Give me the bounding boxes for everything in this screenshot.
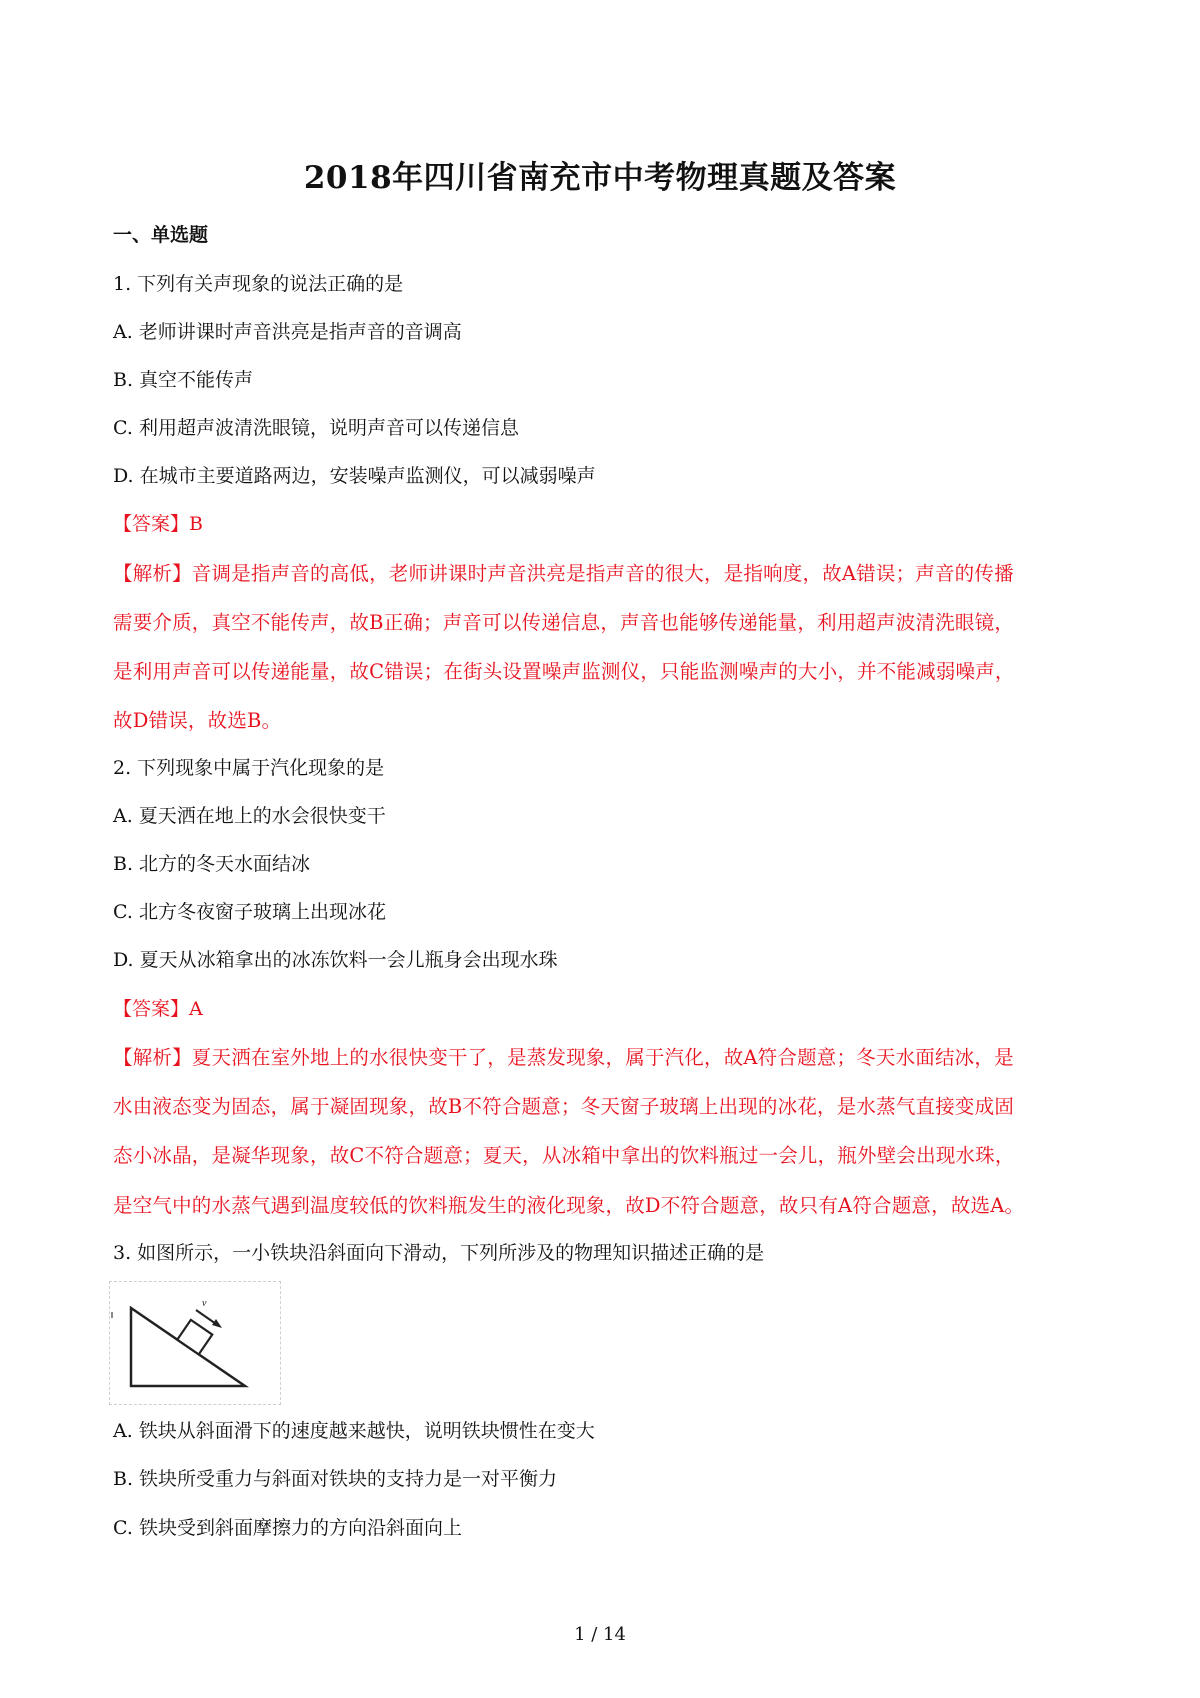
question-2-explanation-line: 态小冰晶，是凝华现象，故C不符合题意；夏天，从冰箱中拿出的饮料瓶过一会儿，瓶外壁会出现水珠， <box>113 1144 1015 1167</box>
question-1-option-c: C. 利用超声波清洗眼镜，说明声音可以传递信息 <box>113 417 519 439</box>
question-2-answer: 【答案】A <box>113 998 203 1020</box>
question-3-stem: 3. 如图所示，一小铁块沿斜面向下滑动，下列所涉及的物理知识描述正确的是 <box>113 1242 765 1264</box>
page-number: 1 / 14 <box>574 1624 626 1645</box>
page-title: 2018年四川省南充市中考物理真题及答案 <box>303 160 897 196</box>
iron-block <box>177 1320 212 1354</box>
question-2-explanation-line: 水由液态变为固态，属于凝固现象，故B不符合题意；冬天窗子玻璃上出现的冰花，是水蒸气直接变成固 <box>113 1095 1015 1118</box>
question-1-answer: 【答案】B <box>113 513 203 535</box>
incline-figure <box>109 1281 281 1405</box>
question-3-option-b: B. 铁块所受重力与斜面对铁块的支持力是一对平衡力 <box>113 1468 558 1490</box>
question-1-option-b: B. 真空不能传声 <box>113 369 254 391</box>
question-3-option-c: C. 铁块受到斜面摩擦力的方向沿斜面向上 <box>113 1517 462 1539</box>
question-1-stem: 1. 下列有关声现象的说法正确的是 <box>113 273 404 295</box>
question-2-option-d: D. 夏天从冰箱拿出的冰冻饮料一会儿瓶身会出现水珠 <box>113 949 558 971</box>
question-1-explanation-line: 是利用声音可以传递能量，故C错误；在街头设置噪声监测仪，只能监测噪声的大小，并不能减弱噪声， <box>113 660 1015 683</box>
question-1-explanation-line: 【解析】音调是指声音的高低，老师讲课时声音洪亮是指声音的很大，是指响度，故A错误；声音的传播 <box>113 562 1014 585</box>
question-1-explanation-line: 需要介质，真空不能传声，故B正确；声音可以传递信息，声音也能够传递能量，利用超声波清洗眼镜， <box>113 611 1015 634</box>
section-heading: 一、单选题 <box>113 224 209 246</box>
velocity-arrow-head <box>212 1319 222 1328</box>
incline-diagram <box>110 1282 280 1404</box>
question-2-stem: 2. 下列现象中属于汽化现象的是 <box>113 757 385 779</box>
question-2-option-a: A. 夏天洒在地上的水会很快变干 <box>113 805 386 827</box>
question-2-option-b: B. 北方的冬天水面结冰 <box>113 853 311 875</box>
question-1-explanation-line: 故D错误，故选B。 <box>113 709 282 732</box>
question-2-explanation-line: 是空气中的水蒸气遇到温度较低的饮料瓶发生的液化现象，故D不符合题意，故只有A符合题意，故选A。 <box>113 1194 1025 1217</box>
question-1-option-a: A. 老师讲课时声音洪亮是指声音的音调高 <box>113 321 462 343</box>
question-1-option-d: D. 在城市主要道路两边，安装噪声监测仪，可以减弱噪声 <box>113 465 596 487</box>
question-2-option-c: C. 北方冬夜窗子玻璃上出现冰花 <box>113 901 386 923</box>
velocity-label: v <box>202 1298 207 1309</box>
question-3-option-a: A. 铁块从斜面滑下的速度越来越快，说明铁块惯性在变大 <box>113 1420 595 1442</box>
question-2-explanation-line: 【解析】夏天洒在室外地上的水很快变干了，是蒸发现象，属于汽化，故A符合题意；冬天水面结冰，是 <box>113 1046 1014 1069</box>
